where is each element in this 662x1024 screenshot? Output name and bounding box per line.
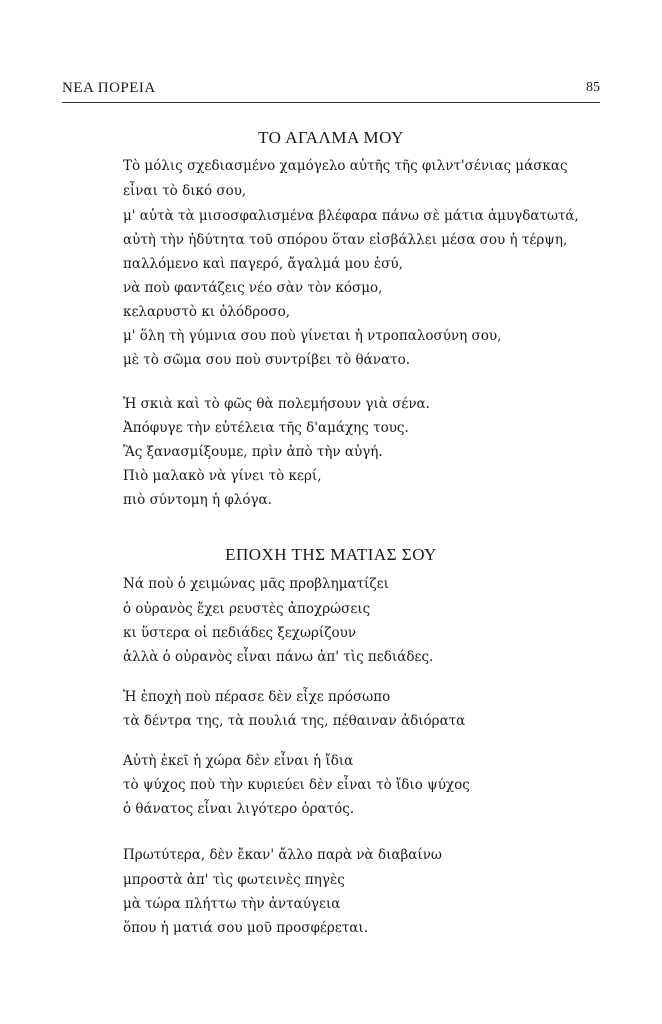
poem-line: μπροστὰ ἀπ' τὶς φωτεινὲς πηγὲς bbox=[123, 872, 345, 888]
poem-line: Ἂς ξανασμίξουμε, πρὶν ἀπὸ τὴν αὐγή. bbox=[123, 444, 383, 460]
poem-line: ὁ θάνατος εἶναι λιγότερο ὁρατός. bbox=[123, 801, 355, 817]
poem-line: ὅπου ἡ ματιά σου μοῦ προσφέρεται. bbox=[123, 920, 369, 936]
poem-line: Πρωτύτερα, δὲν ἔκαν' ἄλλο παρὰ νὰ διαβαίνω bbox=[123, 847, 442, 863]
poem-line: τὰ δέντρα της, τὰ πουλιά της, πέθαιναν ἀδιόρατα bbox=[123, 713, 466, 729]
poem-line: εἶναι τὸ δικό σου, bbox=[123, 183, 247, 199]
poem-title: ΕΠΟΧΗ ΤΗΣ ΜΑΤΙΑΣ ΣΟΥ bbox=[225, 545, 437, 564]
poem-title: ΤΟ ΑΓΑΛΜΑ ΜΟΥ bbox=[258, 128, 404, 147]
poem-line: Πιὸ μαλακὸ νὰ γίνει τὸ κερί, bbox=[123, 468, 322, 484]
poem-line: αὐτὴ τὴν ἠδύτητα τοῦ σπόρου ὅταν εἰσβάλλει μέσα σου ἡ τέρψη, bbox=[123, 232, 568, 248]
poem-line: τὸ ψύχος ποὺ τὴν κυριεύει δὲν εἶναι τὸ ἴδιο ψύχος bbox=[123, 777, 470, 793]
poem-line: μὲ τὸ σῶμα σου ποὺ συντρίβει τὸ θάνατο. bbox=[123, 352, 410, 368]
poem-line: Νά ποὺ ὁ χειμώνας μᾶς προβληματίζει bbox=[123, 576, 389, 592]
poem-line: μ' ὅλη τὴ γύμνια σου ποὺ γίνεται ἡ ντροπαλοσύνη σου, bbox=[123, 328, 502, 344]
poem-line: Τὸ μόλις σχεδιασμένο χαμόγελο αὐτῆς τῆς φιλντ'σένιας μάσκας bbox=[123, 158, 568, 174]
poem-line: Ἡ ἐποχὴ ποὺ πέρασε δὲν εἶχε πρόσωπο bbox=[123, 689, 391, 705]
poem-line: νὰ ποὺ φαντάζεις νέο σὰν τὸν κόσμο, bbox=[123, 280, 383, 296]
running-title: ΝΕΑ ΠΟΡΕΙΑ bbox=[62, 80, 156, 96]
poem-line: κι ὕστερα οἱ πεδιάδες ξεχωρίζουν bbox=[123, 625, 357, 641]
page-header bbox=[62, 80, 600, 103]
poem-line: μὰ τώρα πλήττω τὴν ἀνταύγεια bbox=[123, 896, 341, 912]
poem-line: Αὐτὴ ἐκεῖ ἡ χώρα δὲν εἶναι ἡ ἴδια bbox=[123, 753, 354, 769]
poem-line: μ' αὐτὰ τὰ μισοσφαλισμένα βλέφαρα πάνω σὲ μάτια ἀμυγδατωτά, bbox=[123, 208, 579, 224]
poem-line: Ἀπόφυγε τὴν εὐτέλεια τῆς δ'αμάχης τους. bbox=[123, 420, 409, 436]
poem-line: πιὸ σύντομη ἡ φλόγα. bbox=[123, 492, 272, 508]
poem-line: ἀλλὰ ὁ οὐρανὸς εἶναι πάνω ἀπ' τὶς πεδιάδες. bbox=[123, 649, 434, 665]
poem-line: κελαρυστὸ κι ὁλόδροσο, bbox=[123, 304, 291, 320]
poem-line: παλλόμενο καὶ παγερό, ἄγαλμά μου ἐσύ, bbox=[123, 256, 403, 272]
poem-line: ὁ οὐρανὸς ἔχει ρευστὲς ἀποχρώσεις bbox=[123, 601, 371, 617]
poem-line: Ἡ σκιὰ καὶ τὸ φῶς θὰ πολεμήσουν γιὰ σένα. bbox=[123, 396, 430, 412]
page-number: 85 bbox=[586, 80, 600, 95]
